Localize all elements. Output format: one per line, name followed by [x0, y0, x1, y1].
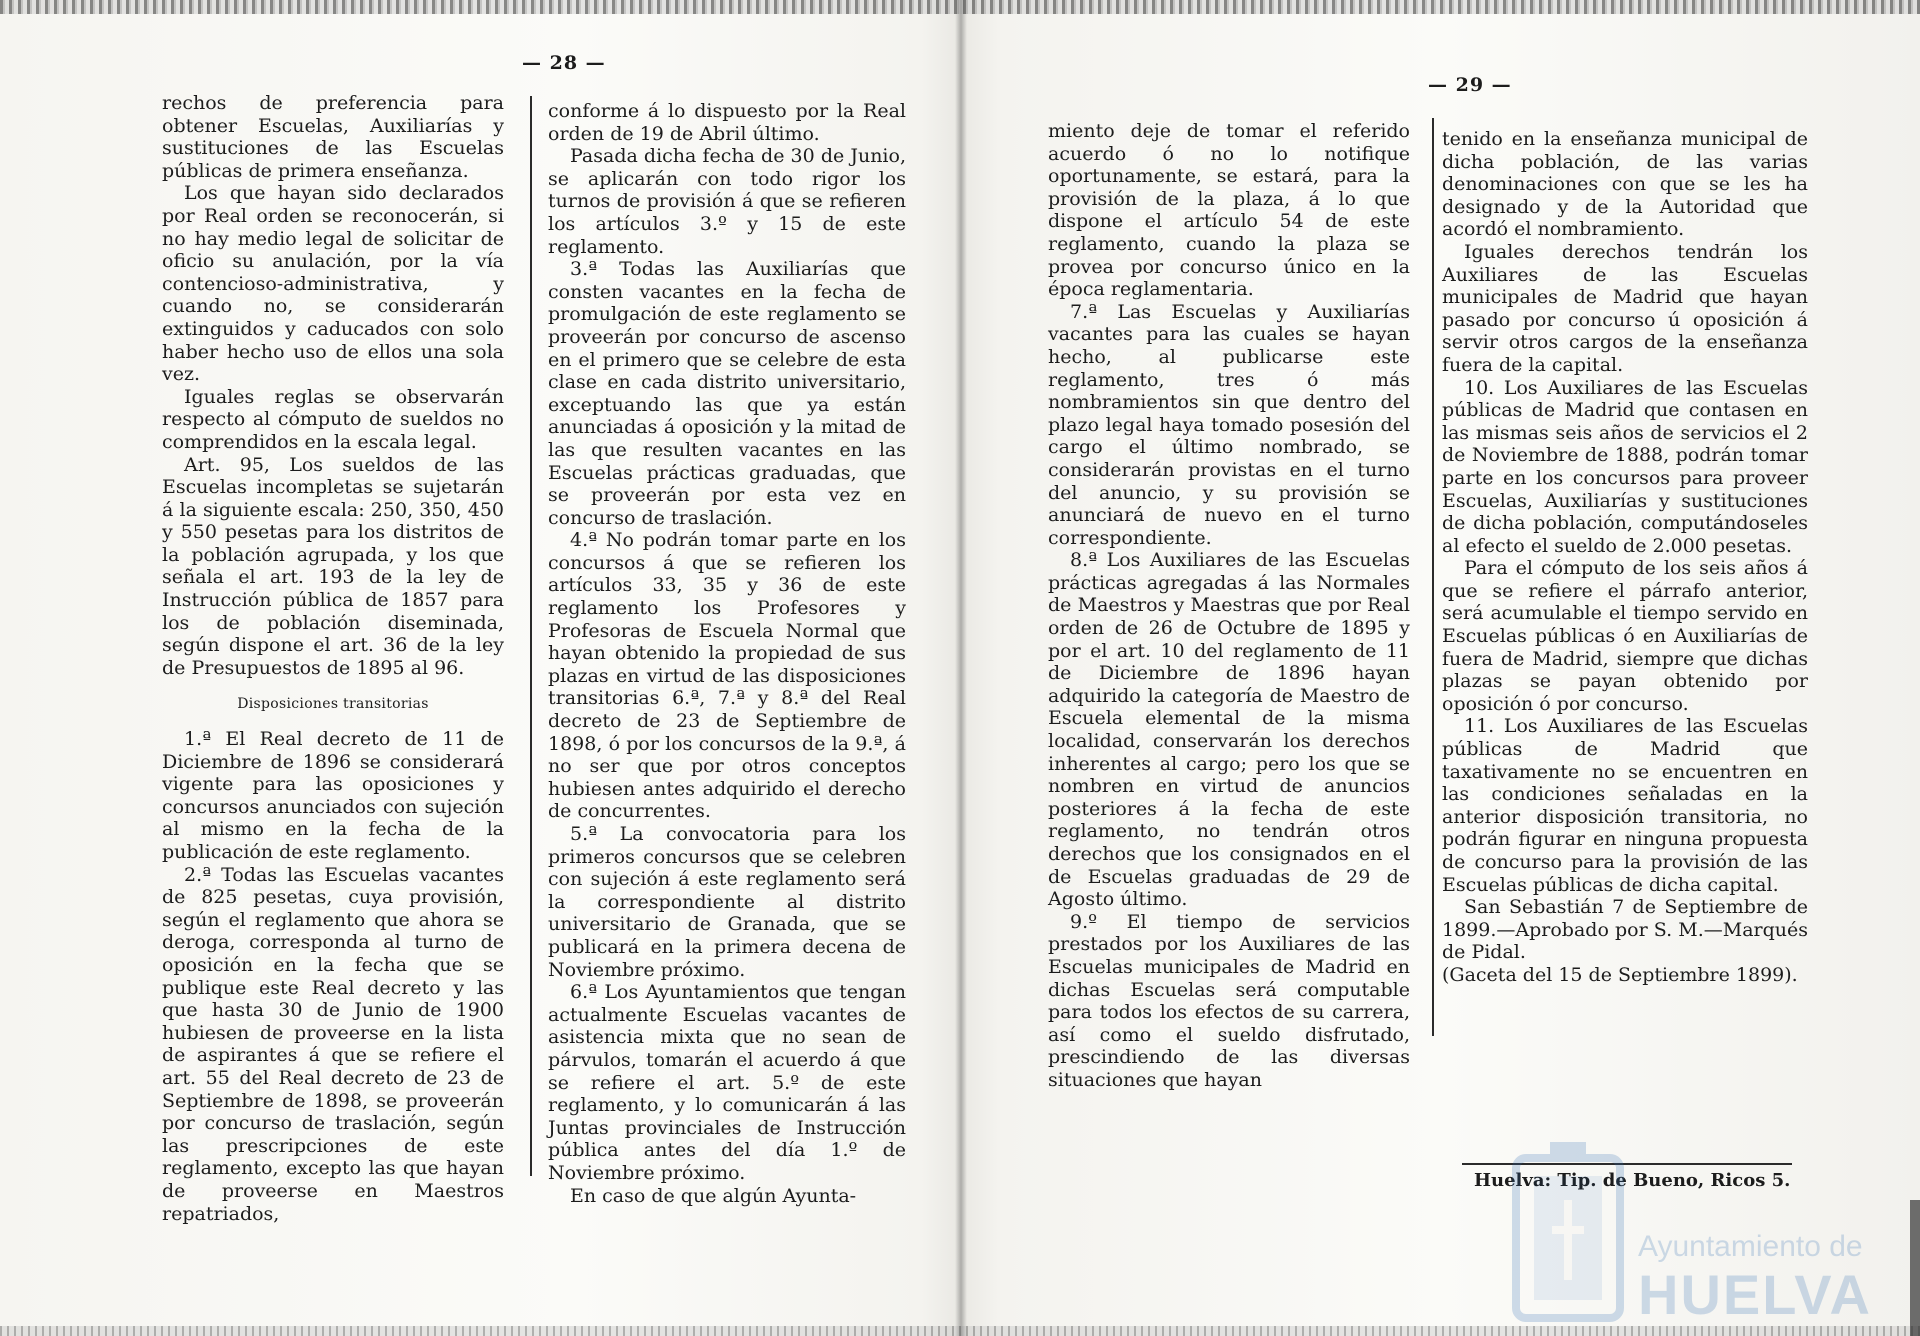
paragraph: Iguales derechos tendrán los Auxiliares de las Escuelas municipales de Madrid que hayan pasado por concurso ú oposición á servir otros cargos de la enseñanza fuera de la capital. — [1442, 240, 1808, 376]
paragraph: Iguales reglas se observarán respecto al cómputo de sueldos no comprendidos en la escala legal. — [162, 385, 504, 453]
printer-imprint: Huelva: Tip. de Bueno, Ricos 5. — [1474, 1170, 1791, 1191]
watermark-line-1: Ayuntamiento de — [1638, 1230, 1863, 1263]
page-number-left: — 28 — — [522, 52, 606, 74]
paragraph: 3.ª Todas las Auxiliarías que consten vacantes en la fecha de promulgación de este reglamento se proveerán por concurso de ascenso en el primero que se celebre de esta clase en cada distrito universitario, exceptuando las que ya están anunciadas á oposición y la mitad de las que resulten vacantes en las Escuelas prácticas graduadas, que se proveerán por esta vez en concurso de traslación. — [548, 258, 906, 529]
gazette-reference: (Gaceta del 15 de Septiembre 1899). — [1442, 963, 1798, 986]
watermark-logo — [1508, 1140, 1908, 1330]
paragraph: 8.ª Los Auxiliares de las Escuelas prácticas agregadas á las Normales de Maestros y Maestras que por Real orden de 26 de Octubre de 1895 y por el art. 10 del reglamento de 11 de Diciembre de 1896 hayan adquirido la categoría de Maestro de Escuela elemental de la misma localidad, conservarán los derechos inherentes al cargo; pero los que se nombren en virtud de anuncios posteriores á la fecha de este reglamento, no tendrán otros derechos que los consignados en el de Escuelas graduadas de 29 de Agosto último. — [1048, 549, 1410, 911]
paragraph: 10. Los Auxiliares de las Escuelas públicas de Madrid que contasen en las mismas seis años de servicios el 2 de Noviembre de 1888, podrán tomar parte en los concursos para proveer Escuelas, Auxiliarías y sustituciones de dicha población, computándoseles al efecto el sueldo de 2.000 pesetas. — [1442, 376, 1808, 557]
paragraph: En caso de que algún Ayunta- — [570, 1184, 857, 1207]
paragraph: 11. Los Auxiliares de las Escuelas públicas de Madrid que taxativamente no se encuentren en las condiciones señaladas en la anterior disposición transitoria, no podrán figurar en ninguna propuesta de concurso para la provisión de las Escuelas públicas de dicha capital. — [1442, 715, 1808, 896]
city-crest-icon — [1508, 1140, 1628, 1330]
paragraph: 2.ª Todas las Escuelas vacantes de 825 pesetas, cuya provisión, según el reglamento que ahora se deroga, corresponda al turno de oposición en la fecha que se publique este Real decreto y las que hasta 30 de Junio de 1900 hubiesen de proveerse en la lista de aspirantes á que se refiere el art. 55 del Real decreto de 23 de Septiembre de 1898, se proveerán por concurso de traslación, según las prescripciones de este reglamento, excepto las que hayan de proveerse en Maestros repatriados, — [162, 863, 504, 1225]
paragraph: conforme á lo dispuesto por la Real orden de 19 de Abril último. — [548, 100, 906, 145]
column-rule-right — [1432, 118, 1434, 1036]
right-page-column-2 — [1442, 128, 1808, 987]
paragraph: tenido en la enseñanza municipal de dicha población, de las varias denominaciones con que se les ha designado y de la Autoridad que acordó el nombramiento. — [1442, 128, 1808, 241]
paragraph: 9.º El tiempo de servicios prestados por los Auxiliares de las Escuelas municipales de Madrid en dichas Escuelas será computable para todos los efectos de su carrera, así como el sueldo disfrutado, prescindiendo de las diversas situaciones que hayan — [1048, 910, 1410, 1091]
paragraph: Para el cómputo de los seis años á que se refiere el párrafo anterior, será acumulable el tiempo servido en Escuelas públicas ó en Auxiliarías de fuera de Madrid, siempre que dichas plazas se payan obtenido por oposición ó por concurso. — [1442, 557, 1808, 715]
left-page-column-2 — [548, 100, 906, 1207]
watermark-line-2: HUELVA — [1638, 1263, 1872, 1326]
paragraph: 1.ª El Real decreto de 11 de Diciembre de 1896 se considerará vigente para las oposiciones y concursos anunciados con sujeción al mismo en la fecha de la publicación de este reglamento. — [162, 728, 504, 863]
paragraph: 6.ª Los Ayuntamientos que tengan actualmente Escuelas vacantes de asistencia mixta que no sean de párvulos, tomarán el acuerdo á que se refiere el art. 5.º de este reglamento, y lo comunicarán á las Juntas provinciales de Instrucción pública antes del día 1.º de Noviembre próximo. — [548, 981, 906, 1184]
paragraph: 5.ª La convocatoria para los primeros concursos que se celebren con sujeción á este reglamento será la correspondiente al distrito universitario de Granada, que se publicará en la primera decena de Noviembre próximo. — [548, 823, 906, 981]
section-heading: Disposiciones transitorias — [237, 696, 429, 713]
paragraph: San Sebastián 7 de Septiembre de 1899.—Aprobado por S. M.—Marqués de Pidal. — [1442, 896, 1808, 964]
paragraph: 7.ª Las Escuelas y Auxiliarías vacantes para las cuales se hayan hecho, al publicarse este reglamento, tres ó más nombramientos sin que dentro del plazo legal haya tomado posesión del cargo el último nombrado, se considerarán provistas en el turno del anuncio, y su provisión se anunciará de nuevo en el turno correspondiente. — [1048, 300, 1410, 549]
left-page-column-1 — [162, 92, 504, 1225]
paragraph: 4.ª No podrán tomar parte en los concursos á que se refieren los artículos 33, 35 y 36 de este reglamento los Profesores y Profesoras de Escuela Normal que hayan obtenido la propiedad de sus plazas en virtud de las disposiciones transitorias 6.ª, 7.ª y 8.ª del Real decreto de 23 de Septiembre de 1898, ó por los concursos de la 9.ª, á no ser que por otros conceptos hubiesen antes adquirido el derecho de concurrentes. — [548, 529, 906, 823]
book-gutter — [955, 0, 967, 1336]
paragraph: Los que hayan sido declarados por Real orden se reconocerán, si no hay medio legal de solicitar de oficio su anulación, por la vía contencioso-administrativa, y cuando no, se considerarán extinguidos y caducados con solo haber hecho uso de ellos una sola vez. — [162, 182, 504, 386]
paragraph: Art. 95, Los sueldos de las Escuelas incompletas se sujetarán á la siguiente escala: 250, 350, 450 y 550 pesetas para los distritos de la población agrupada, y los que señala el art. 193 de la ley de Instrucción pública de 1857 para los de población diseminada, según dispone el art. 36 de la ley de Presupuestos de 1895 al 96. — [162, 453, 504, 679]
column-rule-left — [530, 96, 532, 1176]
scan-edge-right — [1910, 1200, 1920, 1336]
paragraph: rechos de preferencia para obtener Escuelas, Auxiliarías y sustituciones de las Escuelas públicas de primera enseñanza. — [162, 92, 504, 182]
paragraph: Pasada dicha fecha de 30 de Junio, se aplicarán con todo rigor los turnos de provisión á que se refieren los artículos 3.º y 15 de este reglamento. — [548, 145, 906, 258]
paragraph: miento deje de tomar el referido acuerdo ó no lo notifique oportunamente, se estará, para la provisión de la plaza, á lo que dispone el artículo 54 de este reglamento, cuando la plaza se provea por concurso único en la época reglamentaria. — [1048, 120, 1410, 301]
page-number-right: — 29 — — [1428, 74, 1512, 96]
right-page-column-1 — [1048, 120, 1410, 1092]
